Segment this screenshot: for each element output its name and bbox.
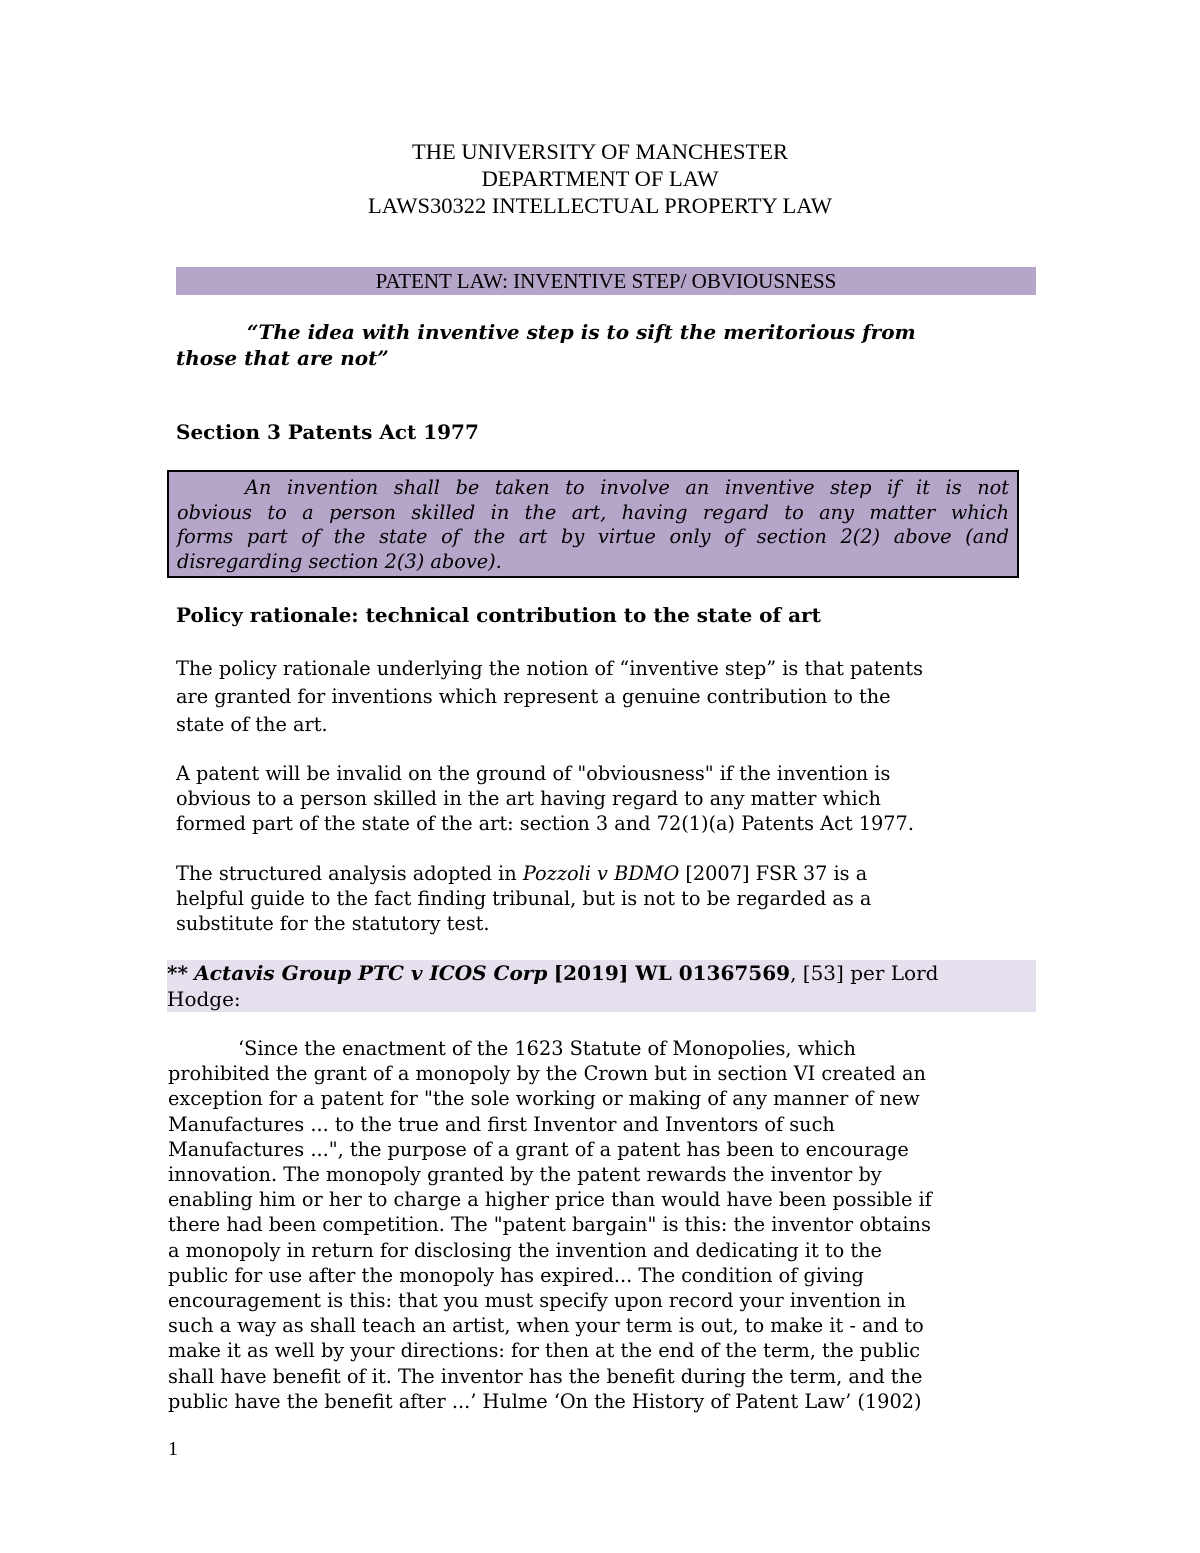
statute-line-1: An invention shall be taken to involve an inventive step if it is not bbox=[245, 476, 1009, 499]
statute-line-4: disregarding section 2(3) above). bbox=[177, 549, 502, 573]
quote-line-13: make it as well by your directions: for then at the end of the term, the public bbox=[168, 1339, 920, 1363]
department-name: DEPARTMENT OF LAW bbox=[481, 166, 719, 191]
quote-line-11: encouragement is this: that you must specify upon record your invention in bbox=[168, 1289, 906, 1313]
quote-line-2: prohibited the grant of a monopoly by the Crown but in section VI created an bbox=[168, 1062, 926, 1086]
quote-line-3: exception for a patent for "the sole working or making of any manner of new bbox=[168, 1087, 920, 1111]
policy-line-1: The policy rationale underlying the notion of “inventive step” is that patents bbox=[176, 657, 924, 680]
case-citation-line-2: Hodge: bbox=[167, 987, 241, 1011]
quote-line-7: enabling him or her to charge a higher price than would have been possible if bbox=[168, 1188, 932, 1212]
quote-line-1: ‘Since the enactment of the 1623 Statute of Monopolies, which bbox=[238, 1037, 856, 1060]
epigraph-line-2: those that are not” bbox=[176, 346, 389, 370]
quote-line-4: Manufactures ... to the true and first Inventor and Inventors of such bbox=[168, 1112, 835, 1136]
quote-line-10: public for use after the monopoly has expired... The condition of giving bbox=[168, 1263, 864, 1287]
page-number: 1 bbox=[168, 1438, 178, 1460]
pozzoli-line-1 bbox=[176, 861, 1036, 886]
case-pinpoint: , [53] per Lord bbox=[790, 961, 939, 985]
quote-line-9: a monopoly in return for disclosing the invention and dedicating it to the bbox=[168, 1238, 882, 1262]
obviousness-paragraph bbox=[176, 761, 1036, 836]
quote-line-5: Manufactures ...", the purpose of a grant of a patent has been to encourage bbox=[168, 1137, 909, 1161]
statute-line-2: obvious to a person skilled in the art, having regard to any matter which bbox=[177, 500, 1009, 524]
case-citation-line-1 bbox=[167, 960, 1036, 986]
policy-paragraph bbox=[176, 655, 1036, 739]
quote-line-15: public have the benefit after ...’ Hulme ‘On the History of Patent Law’ (1902) bbox=[168, 1389, 922, 1413]
statute-box bbox=[167, 470, 1019, 578]
quote-line-6: innovation. The monopoly granted by the patent rewards the inventor by bbox=[168, 1163, 882, 1187]
topic-title-band bbox=[176, 267, 1036, 295]
hodge-quotation bbox=[168, 1036, 1038, 1414]
policy-line-3: state of the art. bbox=[176, 713, 328, 736]
course-title: LAWS30322 INTELLECTUAL PROPERTY LAW bbox=[368, 193, 832, 218]
quote-line-12: such a way as shall teach an artist, when your term is out, to make it - and to bbox=[168, 1314, 924, 1338]
obviousness-line-1: A patent will be invalid on the ground of "obviousness" if the invention is bbox=[176, 762, 891, 785]
pozzoli-paragraph bbox=[176, 861, 1036, 936]
quote-line-14: shall have benefit of it. The inventor has the benefit during the term, and the bbox=[168, 1364, 923, 1388]
quote-line-8: there had been competition. The "patent bargain" is this: the inventor obtains bbox=[168, 1213, 931, 1237]
case-name: Actavis Group PTC v ICOS Corp bbox=[194, 961, 548, 985]
case-citation-band bbox=[167, 960, 1036, 1012]
policy-line-2: are granted for inventions which represent a genuine contribution to the bbox=[176, 685, 891, 708]
case-stars: ** bbox=[167, 961, 188, 985]
obviousness-line-2: obvious to a person skilled in the art having regard to any matter which bbox=[176, 787, 881, 810]
epigraph bbox=[176, 319, 1036, 371]
case-citation: [2019] WL 01367569 bbox=[553, 961, 791, 985]
obviousness-line-3: formed part of the state of the art: section 3 and 72(1)(a) Patents Act 1977. bbox=[176, 812, 914, 835]
university-name: THE UNIVERSITY OF MANCHESTER bbox=[411, 139, 789, 164]
pozzoli-line-1-post: [2007] FSR 37 is a bbox=[679, 862, 868, 885]
pozzoli-case-name: Pozzoli v BDMO bbox=[522, 862, 680, 885]
section-heading: Section 3 Patents Act 1977 bbox=[176, 420, 479, 444]
pozzoli-line-3: substitute for the statutory test. bbox=[176, 912, 490, 935]
pozzoli-line-2: helpful guide to the fact finding tribunal, but is not to be regarded as a bbox=[176, 887, 872, 910]
topic-title: PATENT LAW: INVENTIVE STEP/ OBVIOUSNESS bbox=[375, 269, 837, 293]
pozzoli-line-1-pre: The structured analysis adopted in bbox=[176, 862, 523, 885]
epigraph-line-1: “The idea with inventive step is to sift the meritorious from bbox=[247, 320, 916, 344]
policy-heading: Policy rationale: technical contribution to the state of art bbox=[176, 603, 821, 627]
statute-line-3: forms part of the state of the art by virtue only of section 2(2) above (and bbox=[177, 525, 1009, 548]
